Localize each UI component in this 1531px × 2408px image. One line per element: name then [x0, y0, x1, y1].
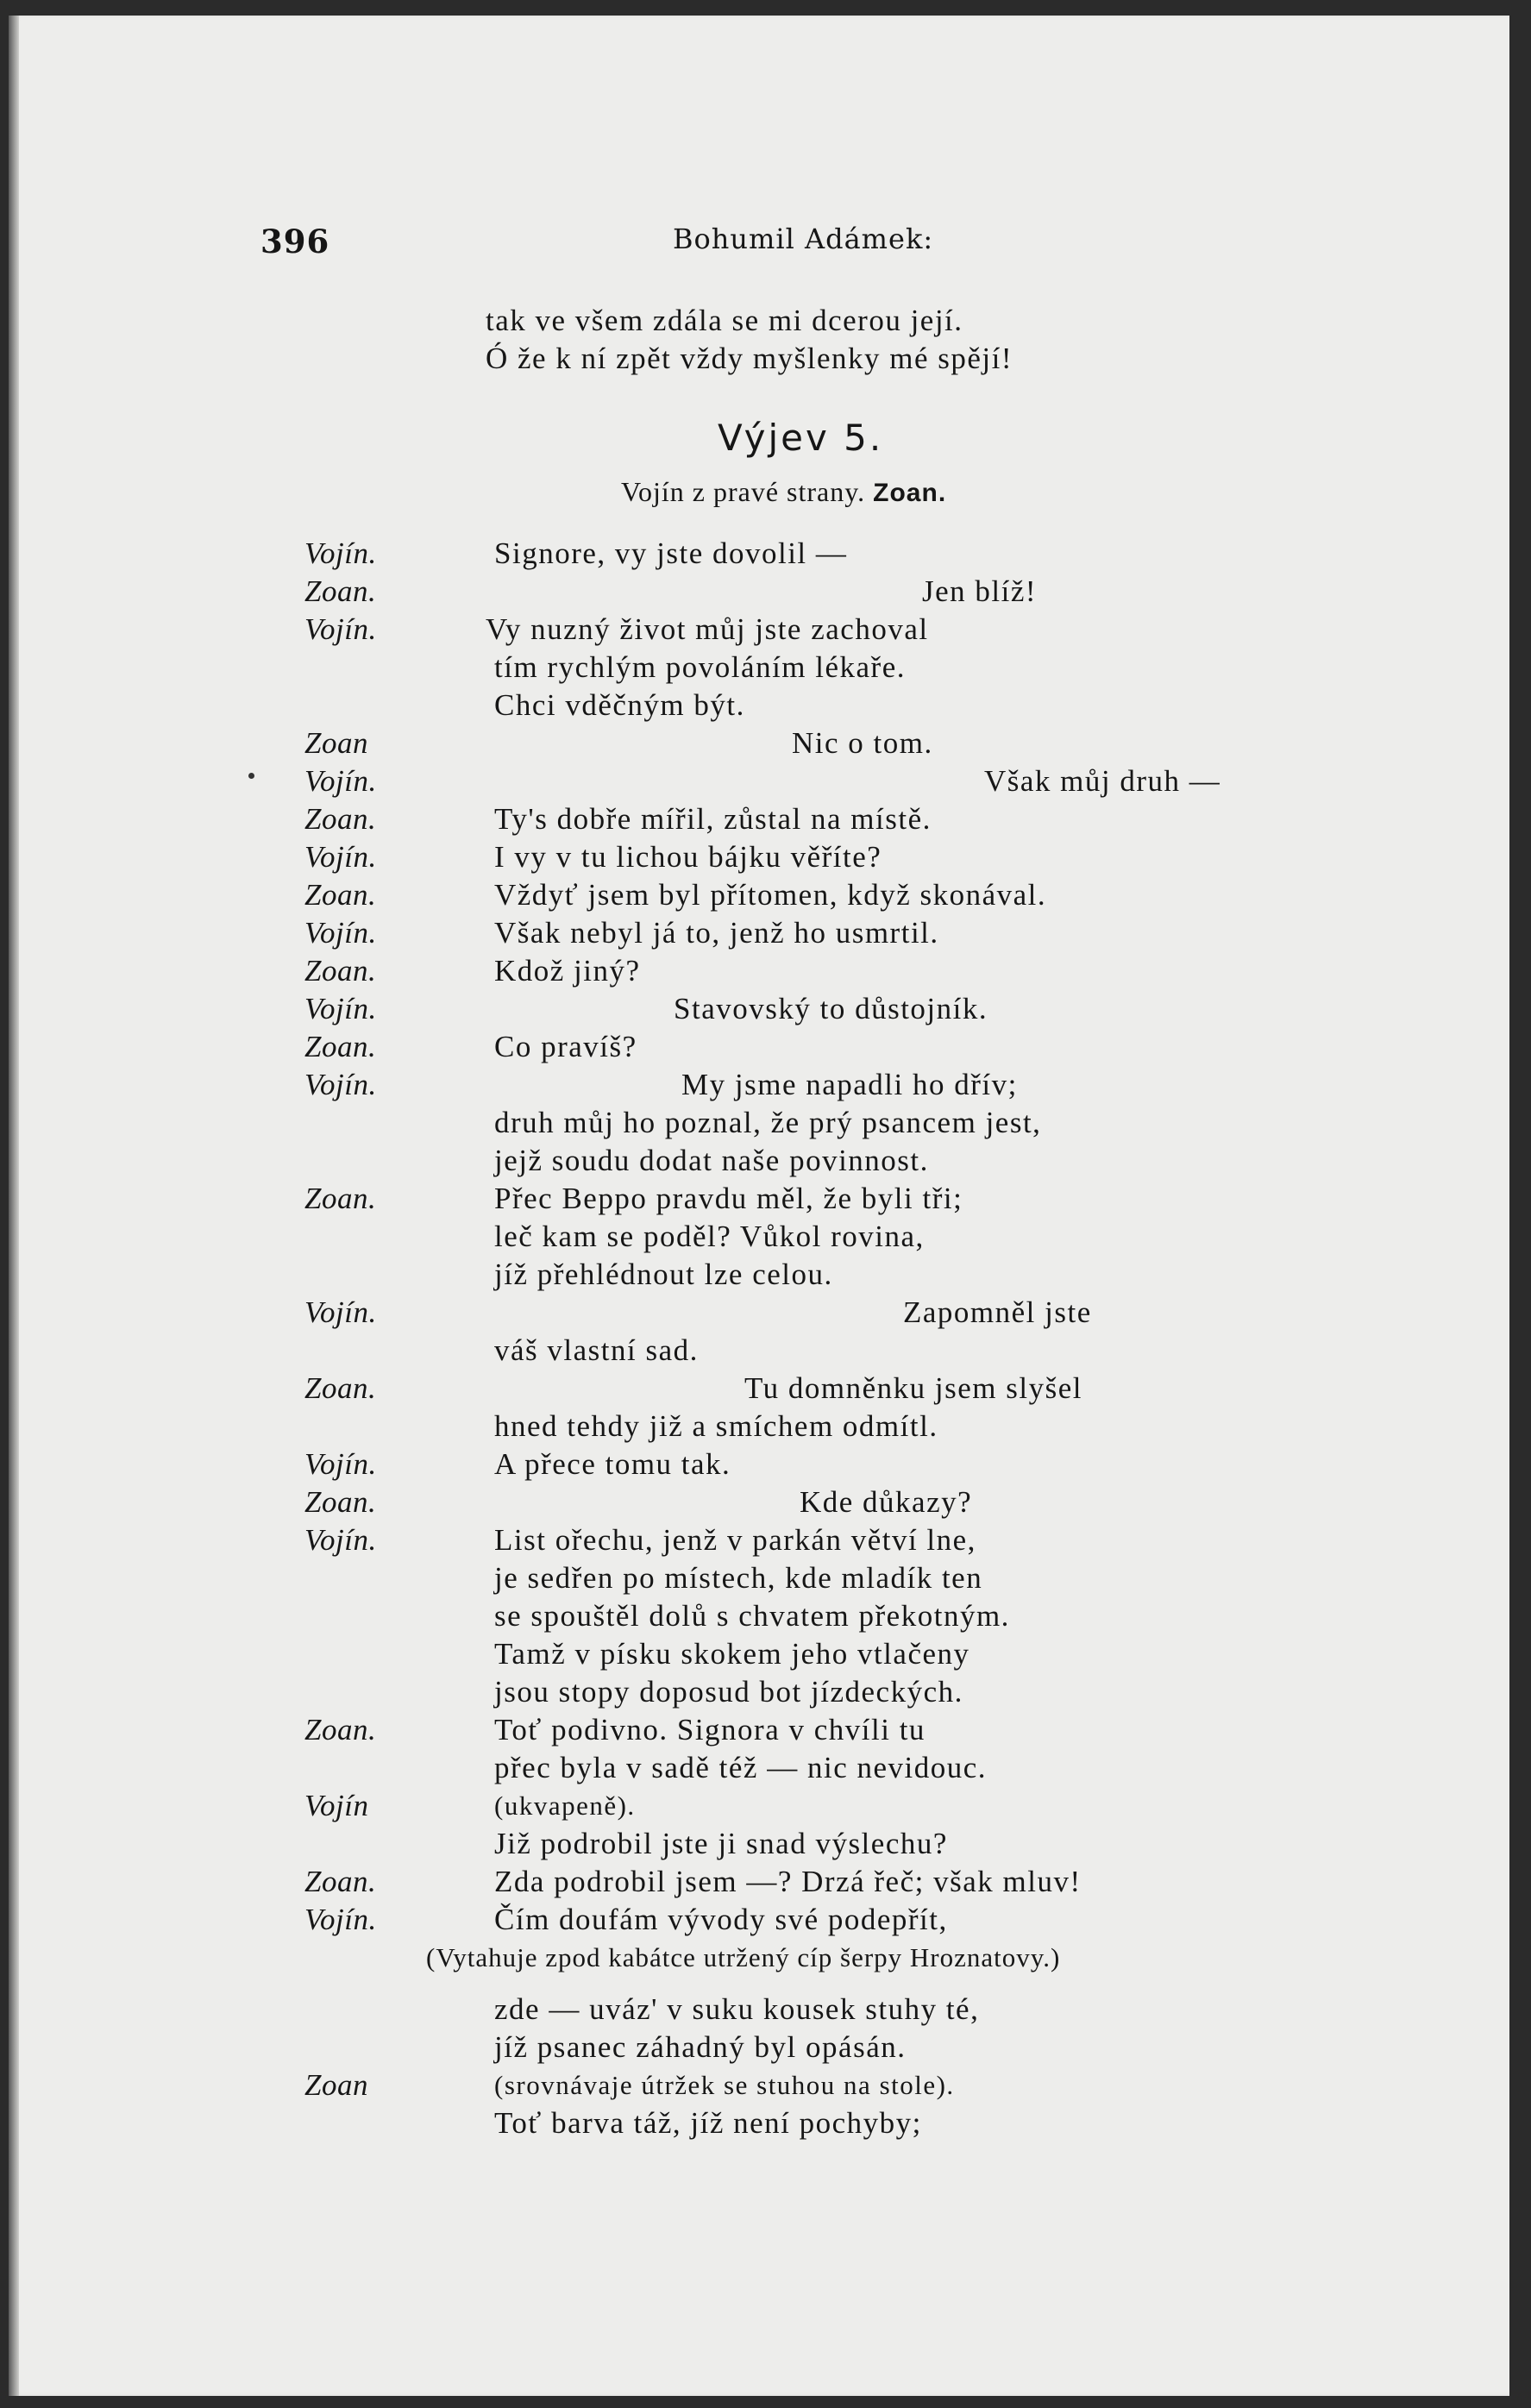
- speaker-label: Zoan.: [304, 878, 377, 912]
- verse-line: Však nebyl já to, jenž ho usmrtil.: [494, 916, 939, 950]
- verse-line: Jen blíž!: [922, 574, 1038, 608]
- stage-direction-inline: (ukvapeně).: [494, 1790, 636, 1821]
- speaker-label: Zoan: [304, 2068, 368, 2102]
- speaker-label: Vojín.: [304, 1068, 377, 1101]
- verse-line: druh můj ho poznal, že prý psancem jest,: [494, 1106, 1042, 1139]
- verse-line: Kde důkazy?: [800, 1485, 973, 1519]
- verse-line: Toť podivno. Signora v chvíli tu: [494, 1713, 926, 1746]
- speaker-label: Vojín: [304, 1789, 369, 1822]
- verse-line: Zda podrobil jsem —? Drzá řeč; však mluv!: [494, 1865, 1082, 1898]
- scene-direction: [621, 476, 946, 508]
- speaker-label: Vojín.: [304, 536, 377, 570]
- speaker-label: Vojín.: [304, 764, 377, 798]
- verse-line: Ó že k ní zpět vždy myšlenky mé spějí!: [486, 342, 1013, 375]
- verse-line: Signore, vy jste dovolil —: [494, 536, 848, 570]
- speaker-label: Zoan.: [304, 954, 377, 988]
- verse-line: I vy v tu lichou bájku věříte?: [494, 840, 882, 874]
- ink-speck: [248, 773, 254, 779]
- scene-direction-text: Vojín z pravé strany.: [621, 476, 866, 507]
- scene-title: Výjev 5.: [718, 417, 884, 459]
- speaker-label: Vojín.: [304, 916, 377, 950]
- stage-direction: (Vytahuje zpod kabátce utržený cíp šerpy Hroznatovy.): [426, 1942, 1061, 1972]
- book-page: [9, 16, 1509, 2396]
- verse-line: Nic o tom.: [792, 726, 933, 760]
- verse-line: Přec Beppo pravdu měl, že byli tři;: [494, 1182, 963, 1215]
- verse-line: Kdož jiný?: [494, 954, 641, 988]
- verse-line: Vždyť jsem byl přítomen, když skonával.: [494, 878, 1047, 912]
- speaker-label: Zoan.: [304, 574, 377, 608]
- speaker-label: Vojín.: [304, 992, 377, 1025]
- verse-line: Čím doufám vývody své podepřít,: [494, 1903, 948, 1936]
- verse-line: Vy nuzný život můj jste zachoval: [486, 612, 929, 646]
- verse-line: Co pravíš?: [494, 1030, 637, 1063]
- speaker-label: Zoan.: [304, 1182, 377, 1215]
- verse-line: Tu domněnku jsem slyšel: [744, 1371, 1082, 1405]
- speaker-label: Zoan: [304, 726, 368, 760]
- verse-line: Tamž v písku skokem jeho vtlačeny: [494, 1637, 970, 1671]
- verse-line: A přece tomu tak.: [494, 1447, 731, 1481]
- verse-line: jíž přehlédnout lze celou.: [494, 1257, 833, 1291]
- verse-line: Již podrobil jste ji snad výslechu?: [494, 1827, 948, 1860]
- verse-line: jejž soudu dodat naše povinnost.: [494, 1144, 929, 1177]
- verse-line: se spouštěl dolů s chvatem překotným.: [494, 1599, 1010, 1633]
- speaker-label: Vojín.: [304, 1523, 377, 1557]
- page-spine-shadow: [9, 16, 19, 2396]
- speaker-label: Zoan.: [304, 1485, 377, 1519]
- speaker-label: Vojín.: [304, 840, 377, 874]
- verse-line: My jsme napadli ho dřív;: [681, 1068, 1018, 1101]
- speaker-label: Vojín.: [304, 612, 377, 646]
- speaker-label: Zoan.: [304, 802, 377, 836]
- stage-direction-inline: (srovnávaje útržek se stuhou na stole).: [494, 2070, 955, 2100]
- verse-line: Však můj druh —: [984, 764, 1221, 798]
- verse-line: Ty's dobře mířil, zůstal na místě.: [494, 802, 932, 836]
- running-head: Bohumil Adámek:: [673, 223, 934, 255]
- verse-line: Toť barva táž, jíž není pochyby;: [494, 2106, 922, 2140]
- verse-line: tím rychlým povoláním lékaře.: [494, 650, 907, 684]
- verse-line: List ořechu, jenž v parkán větví lne,: [494, 1523, 976, 1557]
- verse-line: je sedřen po místech, kde mladík ten: [494, 1561, 983, 1595]
- page-number: 396: [260, 223, 330, 260]
- verse-line: zde — uváz' v suku kousek stuhy té,: [494, 1992, 980, 2026]
- verse-line: jíž psanec záhadný byl opásán.: [494, 2030, 907, 2064]
- speaker-label: Vojín.: [304, 1295, 377, 1329]
- verse-line: hned tehdy již a smíchem odmítl.: [494, 1409, 938, 1443]
- verse-line: leč kam se poděl? Vůkol rovina,: [494, 1220, 925, 1253]
- speaker-label: Vojín.: [304, 1903, 377, 1936]
- speaker-label: Zoan.: [304, 1371, 377, 1405]
- verse-line: přec byla v sadě též — nic nevidouc.: [494, 1751, 988, 1784]
- verse-line: Chci vděčným být.: [494, 688, 745, 722]
- speaker-label: Zoan.: [304, 1030, 377, 1063]
- verse-line: jsou stopy doposud bot jízdeckých.: [494, 1675, 963, 1709]
- verse-line: Zapomněl jste: [903, 1295, 1092, 1329]
- scene-direction-character: Zoan.: [873, 479, 947, 507]
- verse-line: Stavovský to důstojník.: [674, 992, 988, 1025]
- verse-line: váš vlastní sad.: [494, 1333, 699, 1367]
- speaker-label: Zoan.: [304, 1713, 377, 1746]
- speaker-label: Zoan.: [304, 1865, 377, 1898]
- speaker-label: Vojín.: [304, 1447, 377, 1481]
- verse-line: tak ve všem zdála se mi dcerou její.: [486, 304, 963, 337]
